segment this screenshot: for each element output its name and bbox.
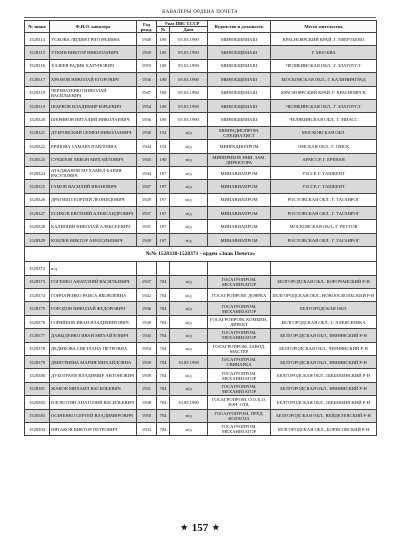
cell-year: 1931 bbox=[137, 382, 157, 395]
cell-name: АТАДЖАНОВ МУХАМЕД-БАРИЯ РАСУЛОВИЧ bbox=[50, 166, 137, 179]
cell-name: ГОНЧАРЕНКО РАИСА ЯКОВЛЕВНА bbox=[50, 289, 137, 302]
table-row bbox=[25, 86, 377, 99]
cell-decree-date: 05.03.1990 bbox=[170, 59, 208, 72]
cell-num: 1528383 bbox=[25, 409, 50, 422]
cell-residence: БЕЛГОРОДСКАЯ ОБЛ., ИВНЯНСКИЙ Р-Н bbox=[271, 382, 377, 395]
cell-residence: ЧЕЛЯБИНСКАЯ ОБЛ., Г. ЗЛАТОУСТ bbox=[271, 59, 377, 72]
running-head: КАВАЛЕРЫ ОРДЕНА ПОЧЕТА bbox=[24, 10, 376, 18]
cell-year: 1939 bbox=[137, 46, 157, 59]
cell-decree-no: 100 bbox=[157, 59, 170, 72]
cell-name: УСКОВА ЛИДИЯ ГРИГОРЬЕВНА bbox=[50, 33, 137, 46]
cell-residence: ЧЕЛЯБИНСКАЯ ОБЛ., Г. ЗЛАТОУСТ bbox=[271, 99, 377, 112]
cell-num: 1528376 bbox=[25, 315, 50, 328]
cell-decree-no: 100 bbox=[157, 113, 170, 126]
table-row bbox=[25, 180, 377, 193]
cell-decree-no: 197 bbox=[157, 166, 170, 179]
cell-decree-no: 704 bbox=[157, 369, 170, 382]
cell-year: 1954 bbox=[137, 99, 157, 112]
cell-name: ДРАГИШ ГЕОРГИЙ ЛЕОНИДОВИЧ bbox=[50, 193, 137, 206]
cell-dept: МИНАВИАПРОМ bbox=[208, 180, 271, 193]
cell-num: 1528328 bbox=[25, 220, 50, 233]
cell-decree-date: н/д bbox=[170, 315, 208, 328]
cell-decree-no: 704 bbox=[157, 382, 170, 395]
cell-name: ОСЬЧЕНКО СЕРГЕЙ ВЛАДИМИРОВИЧ bbox=[50, 409, 137, 422]
cell-decree-no: 704 bbox=[157, 409, 170, 422]
cell-dept: МИНАВИАПРОМ bbox=[208, 166, 271, 179]
cell-name: ХРАМОВ НИКОЛАЙ ЕГОРОВИЧ bbox=[50, 73, 137, 86]
cell-name: ЕСИКОВ ЕВГЕНИЙ АЛЕКСАНДРОВИЧ bbox=[50, 207, 137, 220]
table-row bbox=[25, 126, 377, 139]
cell-decree-date: 05.03.1990 bbox=[170, 99, 208, 112]
cell-decree-no: 197 bbox=[157, 207, 170, 220]
cell-residence: БЕЛГОРОДСКАЯ ОБЛ., БОРИСОВСКИЙ Р-Н bbox=[271, 422, 377, 435]
table-row bbox=[25, 382, 377, 395]
table-row bbox=[25, 396, 377, 409]
cell-name: ГОГЕНКО АНАТОЛИЙ ВАСИЛЬЕВИЧ bbox=[50, 275, 137, 288]
cell-decree-date bbox=[170, 262, 208, 275]
cell-name: ШЕРИНОВ ВИТАЛИЙ НИКОЛАЕВИЧ bbox=[50, 113, 137, 126]
cell-residence: КРАСНОЯРСКИЙ КРАЙ, Г. КРАСНОЯРСК bbox=[271, 86, 377, 99]
cell-year: 1939 bbox=[137, 369, 157, 382]
cell-residence: БЕЛГОРОДСКАЯ ОБЛ., ИВНЯНСКИЙ Р-Н bbox=[271, 355, 377, 368]
cell-num: 1528325 bbox=[25, 180, 50, 193]
table-row bbox=[25, 99, 377, 112]
col-header-dept: Ведомство и должность bbox=[208, 21, 271, 33]
table-row bbox=[25, 422, 377, 435]
cell-num: 1528323 bbox=[25, 153, 50, 166]
cell-decree-date: н/д bbox=[170, 233, 208, 246]
table-row bbox=[25, 113, 377, 126]
cell-num: 1528319 bbox=[25, 99, 50, 112]
cell-residence: РОСТОВСКАЯ ОБЛ., Г. ТАГАНРОГ bbox=[271, 193, 377, 206]
table-row bbox=[25, 207, 377, 220]
table-row bbox=[25, 409, 377, 422]
cell-decree-no: 704 bbox=[157, 315, 170, 328]
cell-dept: ГОСАГРОПРОМ, СВИНАРКА bbox=[208, 355, 271, 368]
cell-decree-date: н/д bbox=[170, 409, 208, 422]
cell-decree-date: 05.03.1990 bbox=[170, 113, 208, 126]
cell-decree-date: 10.09.1990 bbox=[170, 396, 208, 409]
cell-name: ЕРШОВА ТАМАРА ПАВЛОВНА bbox=[50, 140, 137, 153]
cell-decree-no: 704 bbox=[157, 342, 170, 355]
table-row bbox=[25, 233, 377, 246]
cell-num: 1528377 bbox=[25, 329, 50, 342]
cell-num: 1528322 bbox=[25, 140, 50, 153]
cell-dept bbox=[208, 262, 271, 275]
cell-name: ГОРОДОВ НИКОЛАЙ ФЕДОРОВИЧ bbox=[50, 302, 137, 315]
cell-year bbox=[137, 262, 157, 275]
cell-name: КАЛИШИН НИКОЛАЙ АЛЕКСЕЕВИЧ bbox=[50, 220, 137, 233]
cell-num: 1528372 bbox=[25, 262, 50, 275]
cell-name: ДАВЫДЕНКО ИВАН МИХАЙЛОВИЧ bbox=[50, 329, 137, 342]
cell-dept: МИНОБЩЕМАШ bbox=[208, 73, 271, 86]
cell-decree-no bbox=[157, 262, 170, 275]
star-icon: ★ bbox=[180, 523, 188, 532]
cell-num: 1528384 bbox=[25, 422, 50, 435]
cell-year: 1929 bbox=[137, 193, 157, 206]
cell-residence: РОСТОВСКАЯ ОБЛ., Г. ТАГАНРОГ bbox=[271, 207, 377, 220]
cell-decree-date: 05.03.1990 bbox=[170, 33, 208, 46]
cell-dept: ГОСАГРОПРОМ, МЕХАНИЗАТОР bbox=[208, 329, 271, 342]
cell-year: 1940 bbox=[137, 33, 157, 46]
cell-year: 1944 bbox=[137, 166, 157, 179]
cell-name: ЖАКОВ МИХАИЛ ВАСИЛЬЕВИЧ bbox=[50, 382, 137, 395]
table-row bbox=[25, 342, 377, 355]
cell-num: 1528324 bbox=[25, 166, 50, 179]
cell-year: 1936 bbox=[137, 113, 157, 126]
cell-dept: МИНОБЩЕМАШ bbox=[208, 113, 271, 126]
cell-decree-no: 197 bbox=[157, 193, 170, 206]
cell-decree-no: 704 bbox=[157, 422, 170, 435]
cell-year: 1939 bbox=[137, 355, 157, 368]
cell-num: 1528317 bbox=[25, 73, 50, 86]
cell-dept: МИНРАДИОПРОМ bbox=[208, 140, 271, 153]
cell-residence: Г. МОСКВА bbox=[271, 46, 377, 59]
cell-dept: ГОСАГРОПРОМ, МЕХАНИЗАТОР bbox=[208, 302, 271, 315]
cell-decree-date: н/д bbox=[170, 342, 208, 355]
cell-dept: МИНРАДИОПРОМ, СПЕЦИАЛИСТ bbox=[208, 126, 271, 139]
cell-decree-date: н/д bbox=[170, 153, 208, 166]
cell-residence: АРМССР, Г. ЕРЕВАН bbox=[271, 153, 377, 166]
cell-decree-date: н/д bbox=[170, 382, 208, 395]
star-icon: ★ bbox=[212, 523, 220, 532]
cell-num: 1528373 bbox=[25, 275, 50, 288]
cell-residence: БЕЛГОРОДСКАЯ ОБЛ., ШЕБЕКИНСКИЙ Р-Н bbox=[271, 396, 377, 409]
cell-dept: ГОСАГРОПРОМ, ДОЯРКА bbox=[208, 289, 271, 302]
cell-residence: ЧЕЛЯБИНСКАЯ ОБЛ., Г. МИАСС bbox=[271, 113, 377, 126]
cell-name: ДУБРОВСКИЙ СЕМЕН НИКОЛАЕВИЧ bbox=[50, 126, 137, 139]
table-row bbox=[25, 140, 377, 153]
table-row bbox=[25, 355, 377, 368]
cell-year: 1944 bbox=[137, 140, 157, 153]
cell-name: ДУБОГРАЕВ ВЛАДИМИР АНТОНОВИЧ bbox=[50, 369, 137, 382]
cell-year: 1930 bbox=[137, 126, 157, 139]
table-row bbox=[25, 153, 377, 166]
cell-dept: ГОСАГРОПРОМ, МЕХАНИЗАТОР bbox=[208, 422, 271, 435]
cell-residence: УЗССР, Г. ТАШКЕНТ bbox=[271, 180, 377, 193]
cell-num: 1528320 bbox=[25, 113, 50, 126]
table-row bbox=[25, 33, 377, 46]
cell-num: 1528378 bbox=[25, 342, 50, 355]
cell-name: ЧЕРЕВАТЕНКО НИКОЛАЙ ВАСИЛЬЕВИЧ bbox=[50, 86, 137, 99]
cell-name: УТКИН ВИКТОР НИКОЛАЕВИЧ bbox=[50, 46, 137, 59]
cell-num: 1528326 bbox=[25, 193, 50, 206]
cell-decree-date: н/д bbox=[170, 220, 208, 233]
col-header-num: № знака bbox=[25, 21, 50, 33]
cell-dept: МИНАВИАПРОМ bbox=[208, 207, 271, 220]
page-footer bbox=[0, 522, 400, 534]
cell-dept: МИНАВИАПРОМ bbox=[208, 193, 271, 206]
page-number: 157 bbox=[191, 522, 209, 534]
cell-decree-no: 100 bbox=[157, 86, 170, 99]
table-row bbox=[25, 275, 377, 288]
cell-dept: МИНОБЩЕМАШ bbox=[208, 59, 271, 72]
cell-decree-no: 100 bbox=[157, 73, 170, 86]
cell-decree-date: н/д bbox=[170, 329, 208, 342]
table-row bbox=[25, 73, 377, 86]
cell-decree-no: 704 bbox=[157, 355, 170, 368]
col-header-decree: Указ ПВС СССР bbox=[157, 21, 208, 27]
table-row bbox=[25, 166, 377, 179]
cell-residence: БЕЛГОРОДСКАЯ ОБЛ., Г. АЛЕКСЕЕВКА bbox=[271, 315, 377, 328]
cell-name: н/д bbox=[50, 262, 137, 275]
cell-year: 1937 bbox=[137, 207, 157, 220]
table-row bbox=[25, 329, 377, 342]
cell-residence: МОСКОВСКАЯ ОБЛ., Г. КАЛИНИНГРАД bbox=[271, 73, 377, 86]
cell-num: 1528321 bbox=[25, 126, 50, 139]
cell-num: 1528327 bbox=[25, 207, 50, 220]
cell-residence: УЗССР, Г. ТАШКЕНТ bbox=[271, 166, 377, 179]
cell-decree-no: 704 bbox=[157, 289, 170, 302]
cell-name: ШАРКОВ ВЛАДИМИР ЮРЬЕВИЧ bbox=[50, 99, 137, 112]
cell-num: 1528381 bbox=[25, 382, 50, 395]
cell-year: 1931 bbox=[137, 220, 157, 233]
cell-dept: ГОСАГРОПРОМ, О.О.Х.О, НАЧ. ОТД. bbox=[208, 396, 271, 409]
cell-dept: МИНОБЩЕМАШ bbox=[208, 33, 271, 46]
cell-num: 1528375 bbox=[25, 302, 50, 315]
cell-dept: МИНАВИАПРОМ bbox=[208, 233, 271, 246]
cell-year: 1942 bbox=[137, 289, 157, 302]
table-row bbox=[25, 315, 377, 328]
cell-name: ХАЗЕЕВ РАДИК ХАРУНОВИЧ bbox=[50, 59, 137, 72]
table-row bbox=[25, 220, 377, 233]
cell-decree-no: 197 bbox=[157, 220, 170, 233]
cell-name: ПЛОХОТИН АНАТОЛИЙ ВАСИЛЬЕВИЧ bbox=[50, 396, 137, 409]
cell-decree-date: н/д bbox=[170, 289, 208, 302]
cell-decree-date: н/д bbox=[170, 275, 208, 288]
cell-name: ГОРЯЙНОВ ИВАН ВЛАДИМИРОВИЧ bbox=[50, 315, 137, 328]
cell-name: ДЕДИКОВА СВЕТЛАНА ПЕТРОВНА bbox=[50, 342, 137, 355]
col-header-decree-date: Дата bbox=[170, 27, 208, 33]
cell-num: 1528316 bbox=[25, 59, 50, 72]
cell-decree-date: 05.03.1990 bbox=[170, 86, 208, 99]
decorations-table bbox=[24, 20, 377, 436]
col-header-name: Ф.И.О. кавалера bbox=[50, 21, 137, 33]
cell-decree-date: н/д bbox=[170, 207, 208, 220]
cell-num: 1528315 bbox=[25, 46, 50, 59]
cell-residence: БЕЛГОРОДСКАЯ ОБЛ., НОВООСКОЛЬСКИЙ Р-Н bbox=[271, 289, 377, 302]
cell-num: 1528380 bbox=[25, 369, 50, 382]
cell-decree-no: 704 bbox=[157, 329, 170, 342]
cell-decree-no: 100 bbox=[157, 99, 170, 112]
cell-decree-no: 154 bbox=[157, 140, 170, 153]
cell-dept: ГОСАГРОПРОМ, МЕХАНИЗАТОР bbox=[208, 382, 271, 395]
cell-num: 1528314 bbox=[25, 33, 50, 46]
cell-dept: МИНОБЩЕМАШ bbox=[208, 86, 271, 99]
cell-dept: МИНОБЩЕМАШ bbox=[208, 99, 271, 112]
cell-decree-date: 10.09.1990 bbox=[170, 355, 208, 368]
table-row bbox=[25, 302, 377, 315]
cell-name: ДМИТРИЕВА МАРИЯ МИХАЙЛОВНА bbox=[50, 355, 137, 368]
cell-decree-no: 704 bbox=[157, 302, 170, 315]
cell-decree-date: н/д bbox=[170, 193, 208, 206]
cell-decree-no: 154 bbox=[157, 126, 170, 139]
col-header-year: Год рожд. bbox=[137, 21, 157, 33]
table-row bbox=[25, 46, 377, 59]
cell-dept: ГОСАГРОПРОМ, МЕХАНИЗАТОР bbox=[208, 275, 271, 288]
cell-decree-date: н/д bbox=[170, 166, 208, 179]
cell-year: 1958 bbox=[137, 409, 157, 422]
cell-year: 1947 bbox=[137, 86, 157, 99]
cell-decree-date: н/д bbox=[170, 302, 208, 315]
cell-decree-date: 05.03.1990 bbox=[170, 73, 208, 86]
cell-residence: МОСКОВСКАЯ ОБЛ., Г. РЕУТОВ bbox=[271, 220, 377, 233]
cell-year: 1936 bbox=[137, 302, 157, 315]
cell-name: ГАМОВ ВАСИЛИЙ ИВАНОВИЧ bbox=[50, 180, 137, 193]
table-row bbox=[25, 262, 377, 275]
cell-decree-no: 100 bbox=[157, 33, 170, 46]
cell-decree-date: 05.03.1990 bbox=[170, 46, 208, 59]
cell-name: СУКИЗОВ ЛЕВОН МИХАЙЛОВИЧ bbox=[50, 153, 137, 166]
cell-dept: ГОСАГРОПРОМ, ПРЕД. КОЛХОЗА bbox=[208, 409, 271, 422]
cell-residence: КРАСНОЯРСКИЙ КРАЙ, Г. ЕВЕРТЬЕВО bbox=[271, 33, 377, 46]
cell-dept: ГОСАГРОПРОМ, МЕХАНИЗАТОР bbox=[208, 369, 271, 382]
cell-decree-date: н/д bbox=[170, 422, 208, 435]
cell-decree-date: н/д bbox=[170, 369, 208, 382]
cell-dept: МИНПРИБОР, НИИ, ЗАМ. ДИРЕКТОРА bbox=[208, 153, 271, 166]
cell-decree-no: 100 bbox=[157, 46, 170, 59]
col-header-residence: Место жительства bbox=[271, 21, 377, 33]
cell-dept: МИНАВИАПРОМ bbox=[208, 220, 271, 233]
cell-dept: ГОСАГРОПРОМ, КОМБИН., ДИРЕКТ bbox=[208, 315, 271, 328]
table-row bbox=[25, 59, 377, 72]
cell-year: 1947 bbox=[137, 180, 157, 193]
table-row bbox=[25, 289, 377, 302]
cell-residence: МОСКОВСКАЯ ОБЛ. bbox=[271, 126, 377, 139]
cell-num: 1528318 bbox=[25, 86, 50, 99]
cell-year: 1936 bbox=[137, 73, 157, 86]
cell-num: 1528379 bbox=[25, 355, 50, 368]
cell-dept: МИНОБЩЕМАШ bbox=[208, 46, 271, 59]
cell-name: КОБЛЕВ ВИКТОР АНАТОЛЬЕВИЧ bbox=[50, 233, 137, 246]
cell-decree-date: н/д bbox=[170, 180, 208, 193]
cell-decree-date: н/д bbox=[170, 140, 208, 153]
cell-num: 1528374 bbox=[25, 289, 50, 302]
cell-residence: БЕЛГОРОДСКАЯ ОБЛ., ШЕБЕКИНСКИЙ Р-Н bbox=[271, 369, 377, 382]
cell-decree-no: 190 bbox=[157, 153, 170, 166]
cell-year: 1949 bbox=[137, 315, 157, 328]
cell-year: 1944 bbox=[137, 329, 157, 342]
cell-decree-no: 197 bbox=[157, 180, 170, 193]
cell-year: 1933 bbox=[137, 422, 157, 435]
cell-name: ПЯТАКОВ ВИКТОР ПЕТРОВИЧ bbox=[50, 422, 137, 435]
cell-decree-no: 197 bbox=[157, 233, 170, 246]
cell-residence: БЕЛГОРОДСКАЯ ОБЛ. bbox=[271, 302, 377, 315]
cell-residence: РОСТОВСКАЯ ОБЛ., Г. ТАГАНРОГ bbox=[271, 233, 377, 246]
table-row bbox=[25, 193, 377, 206]
cell-year: 1949 bbox=[137, 233, 157, 246]
cell-residence: БЕЛГОРОДСКАЯ ОБЛ., ВЕЙДЕЛЕВСКИЙ Р-Н bbox=[271, 409, 377, 422]
cell-residence: БЕЛГОРОДСКАЯ ОБЛ., ИВНЯНСКИЙ Р-Н bbox=[271, 329, 377, 342]
cell-decree-date: н/д bbox=[170, 126, 208, 139]
cell-num: 1528382 bbox=[25, 396, 50, 409]
cell-decree-no: 704 bbox=[157, 396, 170, 409]
cell-decree-no: 704 bbox=[157, 275, 170, 288]
cell-year: 1945 bbox=[137, 153, 157, 166]
cell-dept: ГОСАГРОПРОМ, ЗАВОД, МАСТЕР bbox=[208, 342, 271, 355]
col-header-decree-no: № bbox=[157, 27, 170, 33]
cell-year: 1937 bbox=[137, 275, 157, 288]
cell-year: 1955 bbox=[137, 59, 157, 72]
cell-residence: БЕЛГОРОДСКАЯ ОБЛ., КОРОЧАНСКИЙ Р-Н bbox=[271, 275, 377, 288]
cell-residence: ОМСКАЯ ОБЛ., Г. ОМСК bbox=[271, 140, 377, 153]
cell-residence bbox=[271, 262, 377, 275]
cell-year: 1954 bbox=[137, 342, 157, 355]
section-title: №№ 1528330-1528371 - орден «Знак Почета» bbox=[25, 247, 377, 262]
cell-num: 1528329 bbox=[25, 233, 50, 246]
table-row bbox=[25, 369, 377, 382]
cell-residence: БЕЛГОРОДСКАЯ ОБЛ., ЧЕРНЯНСКИЙ Р-Н bbox=[271, 342, 377, 355]
cell-year: 1938 bbox=[137, 396, 157, 409]
